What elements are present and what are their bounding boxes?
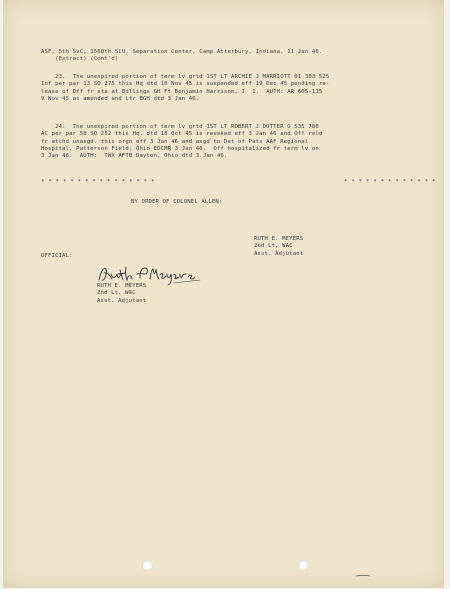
signature-block-right xyxy=(254,236,303,258)
paragraph-23-line-4: 9 Nov 45 as amended and Ltr BGH dtd 3 Jan 46. xyxy=(41,95,200,102)
binder-hole-left xyxy=(142,560,153,571)
official-rank: 2nd Lt, WAC xyxy=(97,290,136,297)
signer-rank: 2nd Lt, WAC xyxy=(254,243,293,250)
signer-title: Asst. Adjutant xyxy=(254,250,304,257)
paragraph-23-line-3: lease of Off fr sta at Billings GH Ft Benjamin Harrison, I 1. AUTH: AR 605-115 xyxy=(41,88,323,95)
order-line: BY ORDER OF COLONEL ALLEN: xyxy=(131,199,223,205)
paragraph-23-line-2: Inf per par 13 SO 275 this Hq dtd 10 Nov 45 is suspended eff 19 Dec 45 pending re- xyxy=(41,81,330,88)
header-line-2: (Extract) (Cont'd) xyxy=(41,56,119,63)
paragraph-24-line-5: 3 Jan 46. AUTH: TWX AFTB Dayton, Ohio dtd 3 Jan 46. xyxy=(41,153,228,160)
binder-hole-right xyxy=(298,560,309,571)
paragraph-24 xyxy=(41,124,322,160)
paragraph-24-line-3: fr atchd unasgd. this orgn eff 3 Jan 46 and asgd to Det of Pats AAF Regional xyxy=(41,138,309,145)
header-line-1: ASF, 5th SvC, 1560th SCU, Separation Center, Camp Atterbury, Indiana, 11 Jan 46. xyxy=(41,49,323,55)
official-label: OFFICIAL: xyxy=(41,253,73,259)
document-page xyxy=(3,0,444,588)
paragraph-24-line-2: AC per par 58 SO 252 this Hq, dtd 18 Oct 45 is revoked eff 3 Jan 46 and Off reld xyxy=(41,131,323,138)
paragraph-23 xyxy=(41,74,329,103)
official-title: Asst. Adjutant xyxy=(97,297,147,304)
signer-name: RUTH E. MEYERS xyxy=(254,236,304,242)
paragraph-24-line-4: Hospital, Patterson Field, Ohio EDCMR 3 Jan 46. Off hospitalized fr term lv on xyxy=(41,145,319,152)
paragraph-24-line-1: 24. The unexpired portion of term lv grtd 1ST LT ROBERT J DOTTER O 535 780 xyxy=(41,124,319,130)
separator-right: * * * * * * * * * * * * * xyxy=(344,179,436,185)
official-name: RUTH E. MEYERS xyxy=(97,283,147,289)
pencil-mark xyxy=(355,574,371,577)
signature-block-left xyxy=(97,283,146,305)
separator-left: * * * * * * * * * * * * * * * * xyxy=(41,179,155,185)
document-header xyxy=(41,49,322,64)
paragraph-23-line-1: 23. The unexpired portion of term lv grtd 1ST LT ARCHIE J MARRIOTT 01 303 525 xyxy=(41,74,330,80)
